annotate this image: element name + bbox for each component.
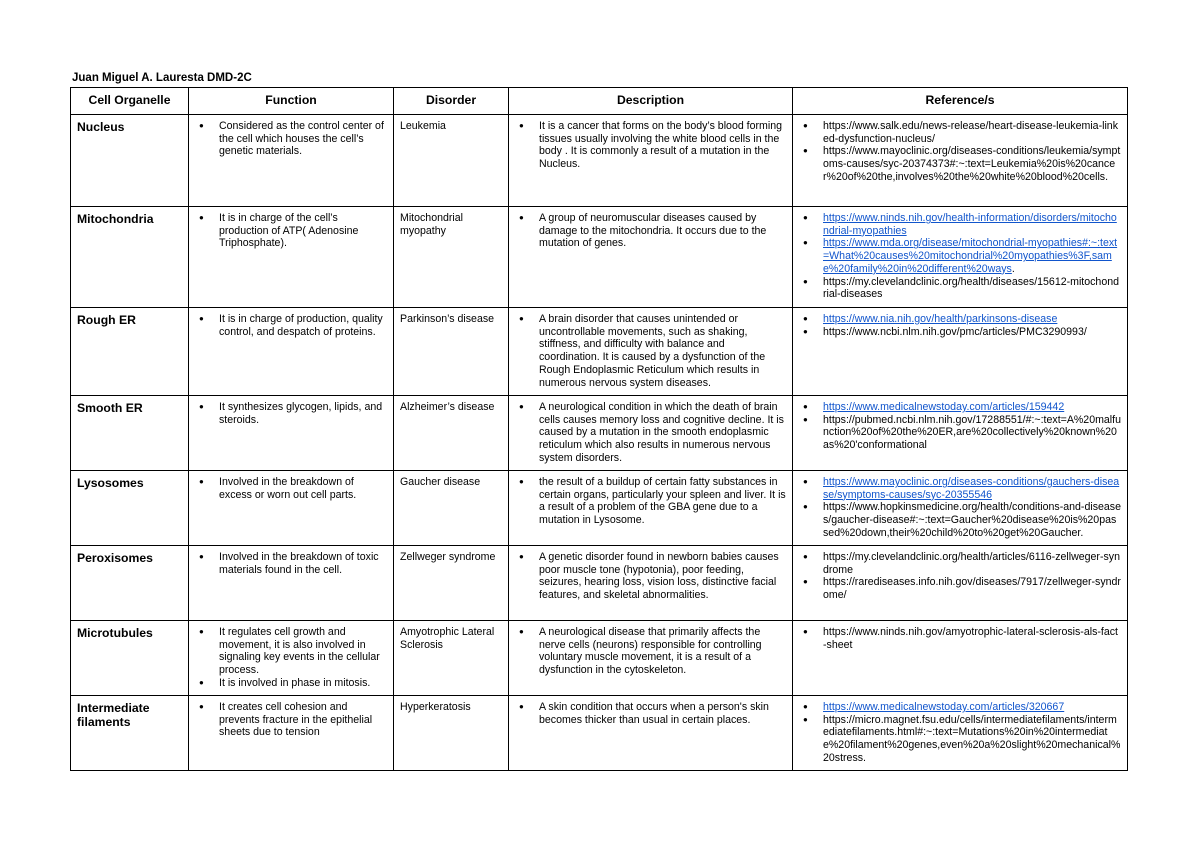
table-row	[71, 696, 1128, 771]
description-cell	[509, 621, 793, 696]
description-cell	[509, 207, 793, 308]
disorder-cell: Amyotrophic Lateral Sclerosis	[394, 621, 509, 696]
reference-text: https://www.salk.edu/news-release/heart-disease-leukemia-linked-dysfunction-nucleus/	[823, 120, 1118, 145]
reference-item	[823, 120, 1121, 145]
disorder-cell: Leukemia	[394, 115, 509, 207]
description-item: ● A genetic disorder found in newborn babies causes poor muscle tone (hypotonia), poor feeding, seizures, hearing loss, vision loss, distinctive facial features, and skeletal abnormalities.	[539, 551, 786, 602]
function-cell	[189, 621, 394, 696]
description-item: ● It is a cancer that forms on the body’s blood forming tissues usually involving the white blood cells in the body . It is commonly a result of a mutation in the Nucleus.	[539, 120, 786, 171]
reference-link[interactable]: https://www.medicalnewstoday.com/articles/159442	[823, 401, 1065, 413]
function-list	[195, 120, 387, 158]
reference-item	[823, 714, 1121, 765]
reference-text: https://rarediseases.info.nih.gov/diseases/7917/zellweger-syndrome/	[823, 576, 1121, 602]
reference-text: https://www.ninds.nih.gov/amyotrophic-lateral-sclerosis-als-fact-sheet	[823, 626, 1118, 651]
references-list	[799, 212, 1121, 301]
function-cell	[189, 115, 394, 207]
reference-item	[823, 313, 1121, 326]
function-list	[195, 401, 387, 426]
reference-text: https://www.hopkinsmedicine.org/health/conditions-and-diseases/gaucher-disease#:~:text=Gaucher%20disease%20is%20passed%20down,their%20child%20to%20get%20Gaucher.	[823, 501, 1121, 539]
function-list	[195, 313, 387, 338]
references-cell	[793, 396, 1128, 471]
organelle-cell: Rough ER	[71, 308, 189, 396]
function-item: ● It creates cell cohesion and prevents fracture in the epithelial sheets due to tension	[219, 701, 387, 739]
function-cell	[189, 696, 394, 771]
description-list	[515, 212, 786, 250]
description-cell	[509, 396, 793, 471]
references-cell	[793, 621, 1128, 696]
reference-text: https://micro.magnet.fsu.edu/cells/intermediatefilaments/intermediatefilaments.html#:~:text=Mutations%20in%20intermediate%20filament%20genes,even%20a%20slight%20mechanical%20stress.	[823, 713, 1121, 764]
table-row	[71, 207, 1128, 308]
function-item: ● It is in charge of the cell’s production of ATP( Adenosine Triphosphate).	[219, 212, 387, 250]
function-item: ● It synthesizes glycogen, lipids, and steroids.	[219, 401, 387, 426]
function-item: ● Involved in the breakdown of toxic materials found in the cell.	[219, 551, 387, 576]
references-cell	[793, 471, 1128, 546]
reference-item	[823, 276, 1121, 301]
organelle-table	[70, 87, 1128, 771]
reference-text: https://www.mayoclinic.org/diseases-conditions/leukemia/symptoms-causes/syc-20374373#:~:text=Leukemia%20is%20cancer%20of%20the,involves%20the%20white%20blood%20cells.	[823, 145, 1121, 183]
description-list	[515, 120, 786, 171]
references-list	[799, 401, 1121, 452]
description-cell	[509, 308, 793, 396]
references-cell	[793, 546, 1128, 621]
reference-item	[823, 576, 1121, 601]
organelle-cell: Intermediate filaments	[71, 696, 189, 771]
description-list	[515, 476, 786, 527]
reference-item	[823, 501, 1121, 539]
function-cell	[189, 546, 394, 621]
function-item: ● It regulates cell growth and movement, it is also involved in signaling key events in the cellular process.	[219, 626, 387, 677]
description-list	[515, 551, 786, 602]
description-item: ● A brain disorder that causes unintended or uncontrollable movements, such as shaking, stiffness, and difficulty with balance and coordination. It is caused by a dysfunction of the Rough Endoplasmic Reticulum which results in numerous nervous system diseases.	[539, 313, 786, 389]
references-list	[799, 476, 1121, 540]
reference-link[interactable]: https://www.medicalnewstoday.com/articles/320667	[823, 701, 1065, 713]
references-list	[799, 120, 1121, 184]
reference-item	[823, 212, 1121, 237]
references-cell	[793, 308, 1128, 396]
reference-link[interactable]: https://www.nia.nih.gov/health/parkinsons-disease	[823, 313, 1058, 325]
organelle-cell: Nucleus	[71, 115, 189, 207]
header-cell-organelle: Cell Organelle	[71, 88, 189, 115]
references-list	[799, 313, 1121, 338]
disorder-cell: Parkinson’s disease	[394, 308, 509, 396]
reference-item	[823, 476, 1121, 501]
function-list	[195, 212, 387, 250]
description-item: ● A neurological condition in which the death of brain cells causes memory loss and cognitive decline. It is caused by a mutation in the smooth endoplasmic reticulum which also results in numerous nervous system disorders.	[539, 401, 786, 465]
reference-item	[823, 145, 1121, 183]
reference-text: https://my.clevelandclinic.org/health/articles/6116-zellweger-syndrome	[823, 551, 1120, 576]
header-cell-disorder: Disorder	[394, 88, 509, 115]
reference-item	[823, 701, 1121, 714]
description-list	[515, 701, 786, 726]
table-row	[71, 471, 1128, 546]
description-item: ● the result of a buildup of certain fatty substances in certain organs, particularly your spleen and liver. It is a result of a problem of the GBA gene due to a mutation in Lysosome.	[539, 476, 786, 527]
reference-item	[823, 551, 1121, 576]
reference-item	[823, 326, 1121, 339]
table-row	[71, 396, 1128, 471]
function-item: ● It is in charge of production, quality control, and despatch of proteins.	[219, 313, 387, 338]
organelle-cell: Mitochondria	[71, 207, 189, 308]
table-header-row	[71, 88, 1128, 115]
disorder-cell: Gaucher disease	[394, 471, 509, 546]
reference-item	[823, 414, 1121, 452]
function-list	[195, 551, 387, 576]
organelle-cell: Smooth ER	[71, 396, 189, 471]
reference-text: https://my.clevelandclinic.org/health/diseases/15612-mitochondrial-diseases	[823, 275, 1120, 301]
references-list	[799, 626, 1121, 651]
references-cell	[793, 207, 1128, 308]
description-item: ● A skin condition that occurs when a person's skin becomes thicker than usual in certain places.	[539, 701, 786, 726]
header-cell-function: Function	[189, 88, 394, 115]
function-list	[195, 626, 387, 690]
description-cell	[509, 696, 793, 771]
function-item: ● Involved in the breakdown of excess or worn out cell parts.	[219, 476, 387, 501]
organelle-cell: Peroxisomes	[71, 546, 189, 621]
reference-item	[823, 626, 1121, 651]
function-list	[195, 476, 387, 501]
disorder-cell: Zellweger syndrome	[394, 546, 509, 621]
reference-item	[823, 401, 1121, 414]
function-cell	[189, 396, 394, 471]
description-item: ● A neurological disease that primarily affects the nerve cells (neurons) responsible for controlling voluntary muscle movement, it is a result of a dysfunction in the cytoskeleton.	[539, 626, 786, 677]
reference-link[interactable]: https://www.mda.org/disease/mitochondrial-myopathies#:~:text=What%20causes%20mitochondrial%20myopathies%3F,same%20family%20in%20different%20ways	[823, 237, 1118, 275]
table-row	[71, 621, 1128, 696]
description-cell	[509, 546, 793, 621]
reference-link[interactable]: https://www.ninds.nih.gov/health-information/disorders/mitochondrial-myopathies	[823, 212, 1117, 237]
description-list	[515, 401, 786, 465]
references-list	[799, 551, 1121, 602]
table-row	[71, 546, 1128, 621]
disorder-cell: Hyperkeratosis	[394, 696, 509, 771]
reference-suffix: .	[1011, 262, 1015, 275]
function-cell	[189, 471, 394, 546]
references-list	[799, 701, 1121, 765]
function-list	[195, 701, 387, 739]
function-item: ● Considered as the control center of the cell which houses the cell’s genetic materials.	[219, 120, 387, 158]
header-cell-references: Reference/s	[793, 88, 1128, 115]
table-body	[71, 115, 1128, 771]
reference-text: https://pubmed.ncbi.nlm.nih.gov/17288551/#:~:text=A%20malfunction%20of%20the%20ER,are%20collectively%20known%20as%20'conformational	[823, 413, 1121, 452]
reference-text: https://www.ncbi.nlm.nih.gov/pmc/articles/PMC3290993/	[823, 325, 1087, 338]
description-item: ● A group of neuromuscular diseases caused by damage to the mitochondria. It occurs due to the mutation of genes.	[539, 212, 786, 250]
table-row	[71, 115, 1128, 207]
document-author: Juan Miguel A. Lauresta DMD-2C	[72, 72, 252, 84]
function-cell	[189, 308, 394, 396]
table-row	[71, 308, 1128, 396]
description-list	[515, 313, 786, 389]
organelle-cell: Microtubules	[71, 621, 189, 696]
references-cell	[793, 696, 1128, 771]
disorder-cell: Alzheimer’s disease	[394, 396, 509, 471]
organelle-cell: Lysosomes	[71, 471, 189, 546]
reference-link[interactable]: https://www.mayoclinic.org/diseases-conditions/gauchers-disease/symptoms-causes/syc-20355546	[823, 476, 1120, 501]
header-cell-description: Description	[509, 88, 793, 115]
reference-item	[823, 237, 1121, 275]
references-cell	[793, 115, 1128, 207]
description-cell	[509, 471, 793, 546]
description-list	[515, 626, 786, 677]
function-item: ● It is involved in phase in mitosis.	[219, 677, 387, 690]
function-cell	[189, 207, 394, 308]
disorder-cell: Mitochondrial myopathy	[394, 207, 509, 308]
description-cell	[509, 115, 793, 207]
